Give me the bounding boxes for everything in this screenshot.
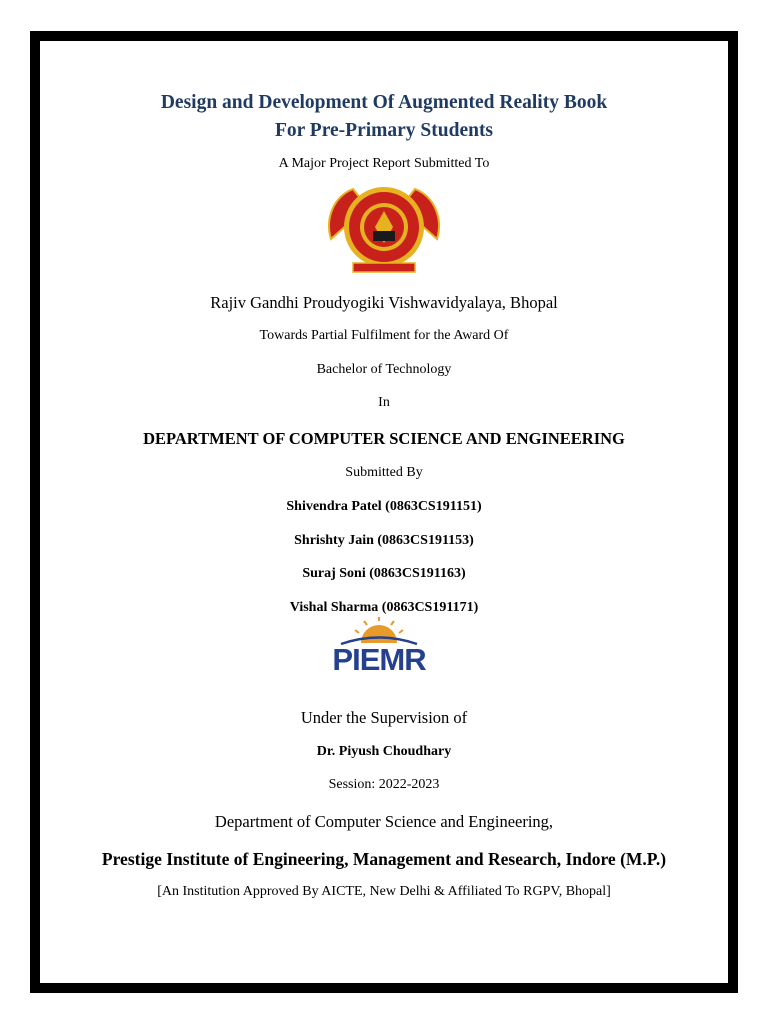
institute-logo-text: PIEMR (332, 642, 426, 677)
supervisor-name: Dr. Piyush Choudhary (316, 744, 452, 759)
department-line: Department of Computer Science and Engineering, (214, 812, 554, 831)
student-2: Shrishty Jain (0863CS191153) (294, 533, 474, 548)
in-text: In (378, 395, 390, 410)
submitted-by-text: Submitted By (345, 465, 423, 480)
degree-text: Bachelor of Technology (316, 362, 452, 377)
session-text: Session: 2022-2023 (328, 777, 440, 792)
supervision-text: Under the Supervision of (300, 708, 468, 727)
student-1: Shivendra Patel (0863CS191151) (286, 499, 482, 514)
institute-logo (321, 617, 437, 681)
approval-text: [An Institution Approved By AICTE, New Delhi & Affiliated To RGPV, Bhopal] (157, 884, 611, 899)
title-line-1: Design and Development Of Augmented Reality Book (160, 92, 608, 113)
university-crest-icon (323, 179, 445, 277)
department-heading: DEPARTMENT OF COMPUTER SCIENCE AND ENGINEERING (143, 429, 625, 448)
submitted-to-text: A Major Project Report Submitted To (278, 156, 490, 171)
institute-name: Prestige Institute of Engineering, Management and Research, Indore (M.P.) (101, 849, 667, 869)
towards-text: Towards Partial Fulfilment for the Award Of (259, 328, 509, 343)
student-4: Vishal Sharma (0863CS191171) (289, 600, 479, 615)
title-line-2: For Pre-Primary Students (274, 120, 494, 141)
student-3: Suraj Soni (0863CS191163) (302, 566, 466, 581)
university-name: Rajiv Gandhi Proudyogiki Vishwavidyalaya, Bhopal (210, 293, 558, 312)
